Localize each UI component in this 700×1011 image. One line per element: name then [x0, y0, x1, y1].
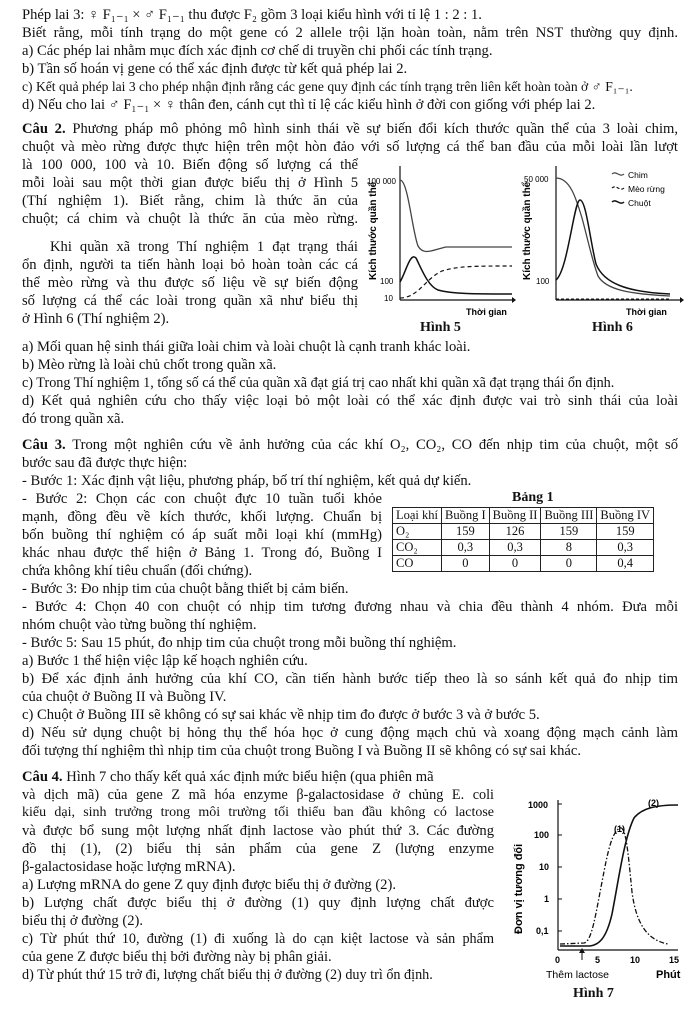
fig7-xtick: 5: [595, 955, 601, 965]
intro-line: Biết rằng, mỗi tính trạng do một gene có 2 allele trội lặn hoàn toàn, nằm trên NST thường quy định.: [22, 25, 678, 41]
table-cell: 159: [541, 524, 597, 540]
q4-label: Câu 4.: [22, 769, 63, 785]
q2-body-line: ở Hình 6 (Thí nghiệm 2).: [22, 311, 170, 327]
table-header: Buồng I: [442, 508, 490, 524]
table-cell: 159: [597, 524, 654, 540]
fig7-xunit: Phút: [656, 969, 681, 981]
fig7-xtick: 0: [555, 955, 561, 965]
q3-option-c: c) Chuột ở Buồng III sẽ không có sự sai khác về nhịp tim đo được ở bước 3 và ở bước 5.: [22, 707, 540, 723]
fig5-series-chim: [400, 180, 512, 252]
table-header: Buồng IV: [597, 508, 654, 524]
table-1-title: Bảng 1: [512, 490, 554, 505]
table-header: Loại khí: [393, 508, 442, 524]
q3-step-2-line: khác nhau được thể hiện ở Bảng 1. Trong đó, Buồng I: [22, 545, 382, 561]
q2-option-d-cont: đó trong quần xã.: [22, 411, 125, 427]
q2-body-line: mỗi loài sau một thời gian được biểu thị ở Hình 5: [22, 175, 358, 191]
q4-head-line: Câu 4. Hình 7 cho thấy kết quả xác định mức biểu hiện (qua phiên mã: [22, 769, 434, 785]
q3-label: Câu 3.: [22, 437, 66, 453]
fig7-ytick: 0,1: [536, 926, 549, 936]
fig6-ytick: 100: [536, 277, 550, 286]
figure-7: [506, 792, 696, 984]
table-cell: 8: [541, 540, 597, 556]
fig7-curve-1: [560, 828, 668, 944]
table-cell: 0,3: [489, 540, 541, 556]
table-cell: 0,3: [597, 540, 654, 556]
q2-head-line: Câu 2. Phương pháp mô phỏng mô hình sinh thái về sự biến đổi kích thước quần thể của 3 loài chim,: [22, 121, 679, 137]
fig6-legend-chuot: Chuột: [628, 198, 651, 208]
q3-step-1: - Bước 1: Xác định vật liệu, phương pháp, bố trí thí nghiệm, kết quả dự kiến.: [22, 473, 472, 489]
fig7-xnote: Thêm lactose: [546, 969, 610, 981]
fig5-series-chuot: [400, 257, 512, 294]
q3-step-5: - Bước 5: Sau 15 phút, đo nhịp tim của chuột trong mỗi buồng thí nghiệm.: [22, 635, 457, 651]
q2-head-line: chuột và mèo rừng được thực hiện trên một hòn đảo với số lượng cá thể ban đầu của mỗi loài lần lượt: [22, 139, 678, 155]
intro-option-c: c) Kết quả phép lai 3 cho phép nhận định rằng các gene quy định các tính trạng trên liên kết hoàn toàn ở ♂ F₁₋₁.: [22, 79, 633, 94]
q3-option-a: a) Bước 1 thể hiện việc lập kế hoạch nghiên cứu.: [22, 653, 308, 669]
intro-option-a: a) Các phép lai nhằm mục đích xác định cơ chế di truyền chi phối các tính trạng.: [22, 43, 493, 59]
table-cell: 159: [442, 524, 490, 540]
fig7-ytick: 1: [544, 894, 550, 904]
q3-step-2-line: bốn buồng thí nghiệm có áp suất mỗi loại khí (mmHg): [22, 527, 382, 543]
q4-body-line: đồ thị (1), (2) biểu thị sản phẩm của gene Z (lượng enzyme: [22, 841, 494, 857]
q2-body-line: là 100 000, 100 và 10. Biến động số lượng cá thể: [22, 157, 358, 173]
table-cell: 0,3: [442, 540, 490, 556]
q2-body-line: Khi quần xã trong Thí nghiệm 1 đạt trạng thái: [50, 239, 358, 255]
q3-option-b-cont: của chuột ở Buồng II và Buồng IV.: [22, 689, 227, 705]
intro-line: Phép lai 3: ♀ F₁₋₁ × ♂ F₁₋₁ thu được F₂ gồm 3 loại kiểu hình với tỉ lệ 1 : 2 : 1.: [22, 7, 482, 23]
fig6-series-chuot: [556, 200, 670, 294]
fig7-ytick: 10: [539, 862, 550, 872]
fig6-xlabel: Thời gian: [626, 307, 667, 317]
fig5-xlabel: Thời gian: [466, 307, 507, 317]
q4-option-a: a) Lượng mRNA do gene Z quy định được biểu thị ở đường (2).: [22, 877, 396, 893]
table-row: [393, 540, 654, 556]
figure-6: [520, 160, 685, 320]
fig6-legend-meo: Mèo rừng: [628, 184, 665, 194]
fig6-caption: Hình 6: [592, 320, 633, 335]
fig7-ytick: 1000: [528, 800, 549, 810]
q2-option-c: c) Trong Thí nghiệm 1, tổng số cá thể của quần xã đạt giá trị cao nhất khi quần xã đạt trạng thái ổn định.: [22, 375, 615, 391]
q2-body-line: (Thí nghiệm 1). Biết rằng, chim là thức ăn của: [22, 193, 358, 209]
fig7-xtick: 10: [630, 955, 641, 965]
table-cell: 0: [489, 556, 541, 572]
table-header: Buồng III: [541, 508, 597, 524]
q3-head-line: Câu 3. Trong một nghiên cứu về ảnh hưởng của các khí O₂, CO₂, CO đến nhịp tim của chuột, một số: [22, 437, 679, 453]
fig7-caption: Hình 7: [573, 986, 614, 1001]
q3-option-d-cont: đối tượng thí nghiệm thì nhịp tim của chuột trong Buồng I và Buồng II sẽ không có sự sai khác.: [22, 743, 581, 759]
table-1: [392, 507, 654, 572]
q2-option-d: d) Kết quả nghiên cứu cho thấy việc loại bỏ một loài có thể xác định được vai trò sinh thái của loài: [22, 393, 678, 409]
fig5-caption: Hình 5: [420, 320, 461, 335]
q4-option-c: c) Từ phút thứ 10, đường (1) đi xuống là do cạn kiệt lactose và sản phẩm: [22, 931, 494, 947]
table-cell: 0: [541, 556, 597, 572]
fig5-ytick: 10: [384, 294, 393, 303]
table-cell: CO₂: [393, 540, 442, 556]
table-cell: 0: [442, 556, 490, 572]
table-header: Buồng II: [489, 508, 541, 524]
fig6-ytick: 50 000: [524, 175, 549, 184]
fig7-curve-label-2: (2): [648, 798, 659, 808]
fig6-legend-chim: Chim: [628, 170, 648, 180]
fig7-ytick: 100: [534, 830, 550, 840]
q2-body-line: ổn định, người ta tiến hành loại bỏ hoàn toàn các cá: [22, 257, 358, 273]
q4-option-b: b) Lượng chất được biểu thị ở đường (1) quy định lượng chất được: [22, 895, 494, 911]
q3-step-2-line: chứa không khí tiêu chuẩn (đối chứng).: [22, 563, 253, 579]
q4-body-line: β-galactosidase hoặc lượng mRNA).: [22, 859, 236, 875]
q3-step-4: - Bước 4: Chọn 40 con chuột có nhịp tim tương đương nhau và chia đều thành 4 nhóm. Đưa mỗi: [22, 599, 678, 615]
q3-option-b: b) Để xác định ảnh hưởng của khí CO, cần tiến hành bước tiếp theo là so sánh kết quả đo nhịp tim: [22, 671, 678, 687]
q3-step-4-cont: nhóm chuột vào từng buồng thí nghiệm.: [22, 617, 257, 633]
q3-step-2-line: mạnh, đồng đều về kích thước, khối lượng. Chuẩn bị: [22, 509, 382, 525]
fig5-ylabel: Kích thước quần thể: [368, 181, 379, 280]
fig7-ylabel: Đơn vị tương đối: [513, 843, 525, 934]
q3-step-3: - Bước 3: Đo nhịp tim của chuột bằng thiết bị cảm biến.: [22, 581, 349, 597]
q4-body-line: kiểu dại, sinh trưởng trong môi trường tối thiểu ban đầu không có lactose: [22, 805, 494, 820]
q4-body-line: và được bổ sung một lượng nhất định lactose vào phút thứ 3. Các đường: [22, 823, 494, 839]
q4-option-b-cont: biểu thị ở đường (2).: [22, 913, 144, 929]
fig5-ytick: 100 000: [367, 177, 396, 186]
table-cell: CO: [393, 556, 442, 572]
fig7-xtick: 15: [669, 955, 680, 965]
table-header-row: [393, 508, 654, 524]
table-row: [393, 524, 654, 540]
q2-label: Câu 2.: [22, 121, 66, 137]
q3-step-2-line: - Bước 2: Chọn các con chuột đực 10 tuần tuổi khỏe: [22, 491, 382, 507]
fig6-series-chim: [556, 178, 670, 296]
intro-option-d: d) Nếu cho lai ♂ F₁₋₁ × ♀ thân đen, cánh cụt thì tỉ lệ các kiểu hình ở đời con giống với phép lai 2.: [22, 97, 596, 113]
fig5-ytick: 100: [380, 277, 394, 286]
q2-body-line: số lượng cá thể các loài trong quần xã như biểu thị: [22, 293, 358, 309]
q3-option-d: d) Nếu sử dụng chuột bị hỏng thụ thể hóa học ở cung động mạch chủ và xoang động mạch cảnh làm: [22, 725, 678, 741]
q2-body-line: chuột; cá chim và chuột là thức ăn của mèo rừng.: [22, 211, 358, 227]
q2-option-b: b) Mèo rừng là loài chủ chốt trong quần xã.: [22, 357, 277, 373]
table-cell: 0,4: [597, 556, 654, 572]
intro-option-b: b) Tần số hoán vị gene có thể xác định được từ kết quả phép lai 2.: [22, 61, 408, 77]
q4-option-d: d) Từ phút thứ 15 trở đi, lượng chất biểu thị ở đường (2) duy trì ổn định.: [22, 967, 433, 983]
fig6-ylabel: Kích thước quần thể: [522, 181, 533, 280]
figure-5: [366, 160, 516, 320]
q2-option-a: a) Mối quan hệ sinh thái giữa loài chim và loài chuột là cạnh tranh khác loài.: [22, 339, 471, 355]
q3-head-line: bước sau đã được thực hiện:: [22, 455, 188, 471]
q4-body-line: và dịch mã) của gene Z mã hóa enzyme β-galactosidase ở chủng E. coli: [22, 787, 494, 803]
table-cell: O₂: [393, 524, 442, 540]
table-cell: 126: [489, 524, 541, 540]
q4-option-c-cont: của gene Z được biểu thị bởi đường này bị phân giải.: [22, 949, 332, 965]
q2-body-line: thể mèo rừng và thu được số liệu về sự biến động: [22, 275, 358, 291]
table-row: [393, 556, 654, 572]
fig7-curve-label-1: (1): [614, 824, 625, 834]
